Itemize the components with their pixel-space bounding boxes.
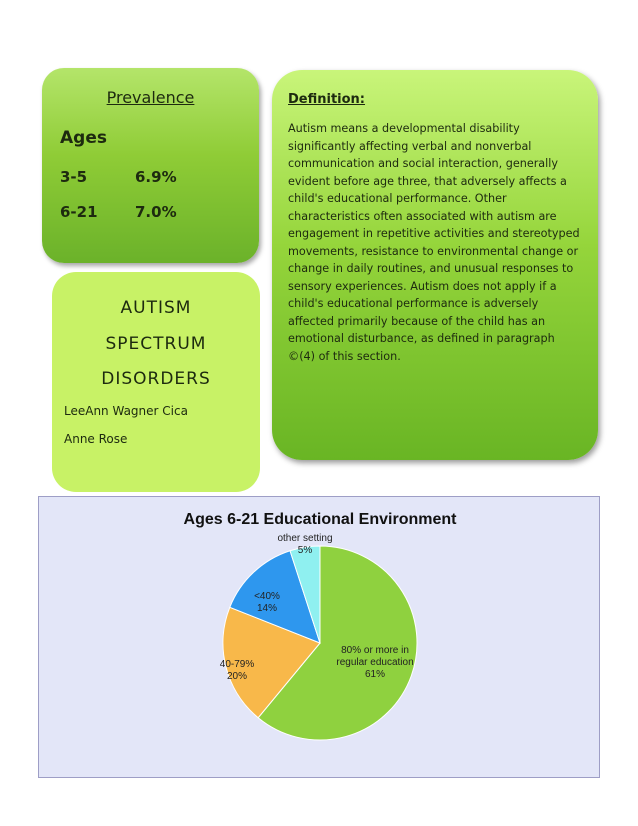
definition-box bbox=[272, 70, 598, 460]
prevalence-age: 6-21 bbox=[60, 203, 98, 221]
pie-chart-panel bbox=[38, 496, 600, 778]
ages-label: Ages bbox=[60, 128, 107, 148]
autism-title-line1: AUTISM bbox=[120, 298, 192, 318]
pie-slice-label: other setting 5% bbox=[277, 533, 333, 556]
pie-chart bbox=[39, 497, 601, 779]
chart-title: Ages 6-21 Educational Environment bbox=[183, 511, 457, 528]
prevalence-title: Prevalence bbox=[106, 88, 195, 107]
prevalence-box bbox=[42, 68, 259, 263]
author-name: LeeAnn Wagner Cica bbox=[64, 404, 188, 418]
definition-body: Autism means a developmental disability significantly affecting verbal and nonverbal communication and social interaction, generally evident before age three, that adversely affects a child's educational performance. Other characteristics often associated with autism are engagement in repetitive activities and stereotyped movements, resistance to environmental change or change in daily routines, and unusual responses to sensory experiences. Autism does not apply if a child's educational performance is adversely affected primarily because of the child has an emotional disturbance, as defined in paragraph ©(4) of this section. bbox=[288, 122, 580, 363]
prevalence-row bbox=[60, 168, 177, 186]
autism-title-line2: SPECTRUM bbox=[105, 334, 207, 354]
prevalence-row bbox=[60, 203, 177, 221]
autism-title-box bbox=[52, 272, 260, 492]
prevalence-age: 3-5 bbox=[60, 168, 88, 186]
pie-slice-label: 40-79% 20% bbox=[219, 659, 255, 682]
pie-slice-label: <40% 14% bbox=[254, 591, 280, 614]
prevalence-value: 6.9% bbox=[135, 168, 177, 186]
prevalence-value: 7.0% bbox=[135, 203, 177, 221]
author-name: Anne Rose bbox=[64, 432, 128, 446]
pie-slice-label: 80% or more in regular education 61% bbox=[336, 645, 414, 680]
definition-title: Definition: bbox=[288, 92, 366, 107]
autism-title-line3: DISORDERS bbox=[101, 369, 211, 389]
